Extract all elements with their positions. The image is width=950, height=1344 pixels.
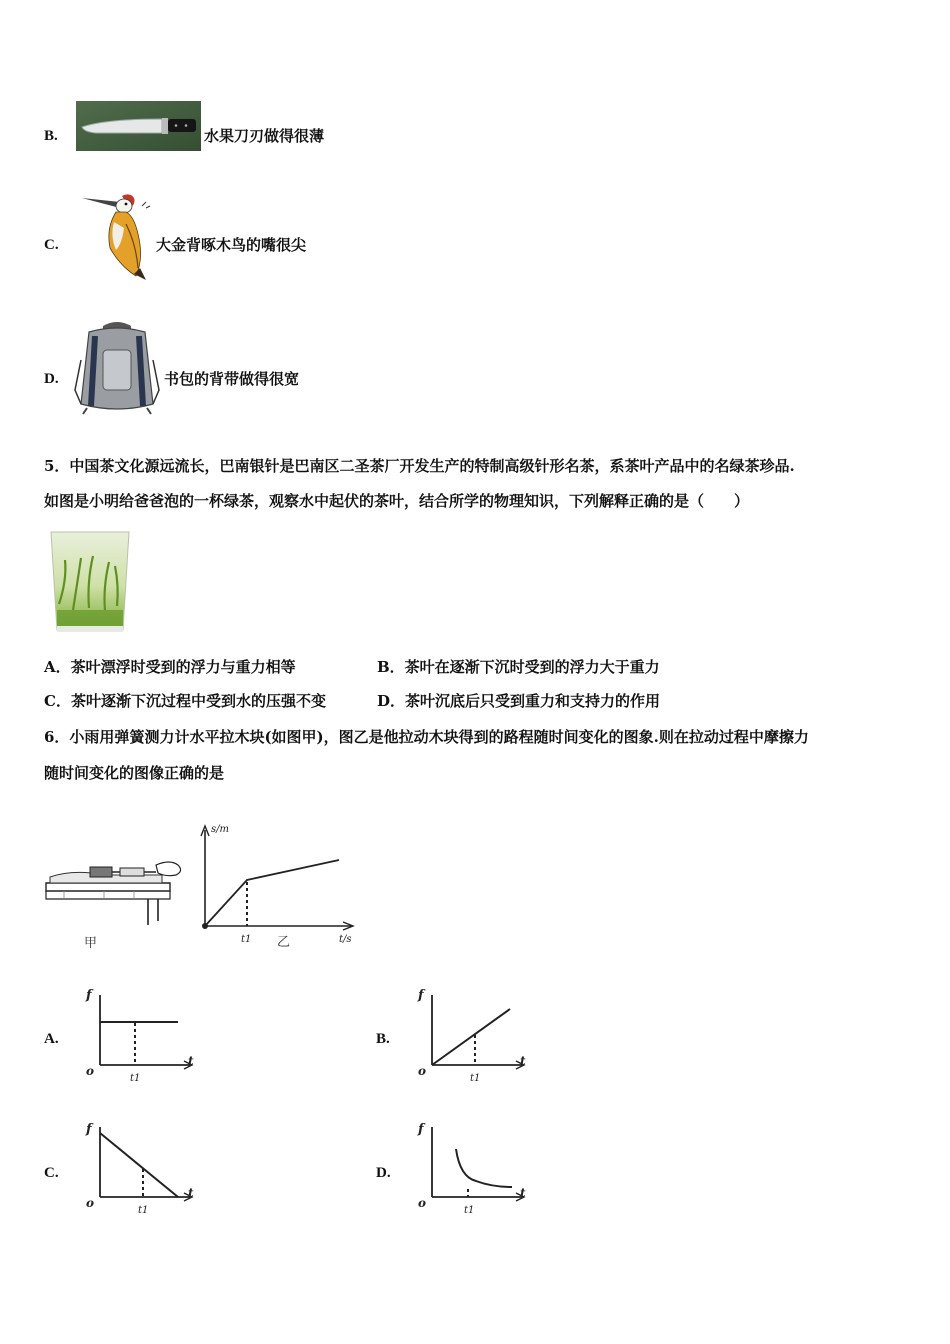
svg-text:o: o: [418, 1196, 427, 1210]
svg-text:t1: t1: [464, 1205, 475, 1216]
q6-graph-b-increasing: [412, 985, 532, 1085]
yi-t1-label: t1: [241, 934, 252, 945]
option-d-text: 书包的背带做得很宽: [164, 370, 300, 388]
figure-yi-s-t-graph: [193, 818, 358, 953]
knife-image: [76, 101, 201, 151]
backpack-image: [73, 320, 161, 415]
option-c-label: C.: [44, 237, 59, 253]
svg-text:o: o: [418, 1064, 427, 1078]
q5-option-d: D．茶叶沉底后只受到重力和支持力的作用: [377, 692, 661, 710]
q5-option-a: A．茶叶漂浮时受到的浮力与重力相等: [44, 658, 296, 676]
svg-text:o: o: [86, 1196, 95, 1210]
q6-graph-d-inverse: [412, 1117, 532, 1217]
svg-text:f: f: [86, 988, 92, 1003]
option-b-text: 水果刀刃做得很薄: [204, 127, 325, 145]
svg-text:t: t: [188, 1186, 194, 1200]
yi-y-axis-label: s/m: [211, 824, 229, 835]
figure-yi-label: 乙: [277, 935, 291, 950]
q5-option-c: C．茶叶逐渐下沉过程中受到水的压强不变: [44, 692, 326, 710]
svg-text:t1: t1: [138, 1205, 149, 1216]
option-d-label: D.: [44, 371, 59, 387]
q6-option-b-label: B.: [376, 1031, 390, 1047]
q6-stem-line1: 6．小雨用弹簧测力计水平拉木块(如图甲)，图乙是他拉动木块得到的路程随时间变化的图象.则在拉动过程中摩擦力: [44, 728, 809, 746]
q5-option-b: B．茶叶在逐渐下沉时受到的浮力大于重力: [377, 658, 660, 676]
yi-x-axis-label: t/s: [339, 934, 352, 945]
svg-text:t1: t1: [470, 1073, 481, 1084]
q6-option-d-label: D.: [376, 1165, 391, 1181]
svg-text:t1: t1: [130, 1073, 141, 1084]
q6-option-c-label: C.: [44, 1165, 59, 1181]
svg-text:f: f: [418, 1122, 424, 1137]
q6-graph-a-constant: [80, 985, 200, 1085]
svg-text:f: f: [86, 1122, 92, 1137]
q6-graph-c-decreasing: [80, 1117, 200, 1217]
q5-stem-line2: 如图是小明给爸爸泡的一杯绿茶，观察水中起伏的茶叶，结合所学的物理知识，下列解释正确的是（ ）: [44, 492, 750, 510]
green-tea-glass-image: [47, 530, 133, 635]
svg-text:t: t: [188, 1054, 194, 1068]
figure-jia-label: 甲: [84, 936, 98, 950]
svg-text:t: t: [520, 1054, 526, 1068]
q6-option-a-label: A.: [44, 1031, 59, 1047]
q6-stem-line2: 随时间变化的图像正确的是: [44, 764, 225, 782]
svg-text:t: t: [520, 1186, 526, 1200]
option-c-text: 大金背啄木鸟的嘴很尖: [156, 236, 307, 254]
svg-text:f: f: [418, 988, 424, 1003]
option-b-label: B.: [44, 128, 58, 144]
woodpecker-image: [80, 188, 154, 280]
q5-stem-line1: 5．中国茶文化源远流长，巴南银针是巴南区二圣茶厂开发生产的特制高级针形名茶，系茶叶产品中的名绿茶珍品.: [44, 457, 795, 475]
svg-text:o: o: [86, 1064, 95, 1078]
figure-jia-block-on-table: [44, 855, 189, 950]
